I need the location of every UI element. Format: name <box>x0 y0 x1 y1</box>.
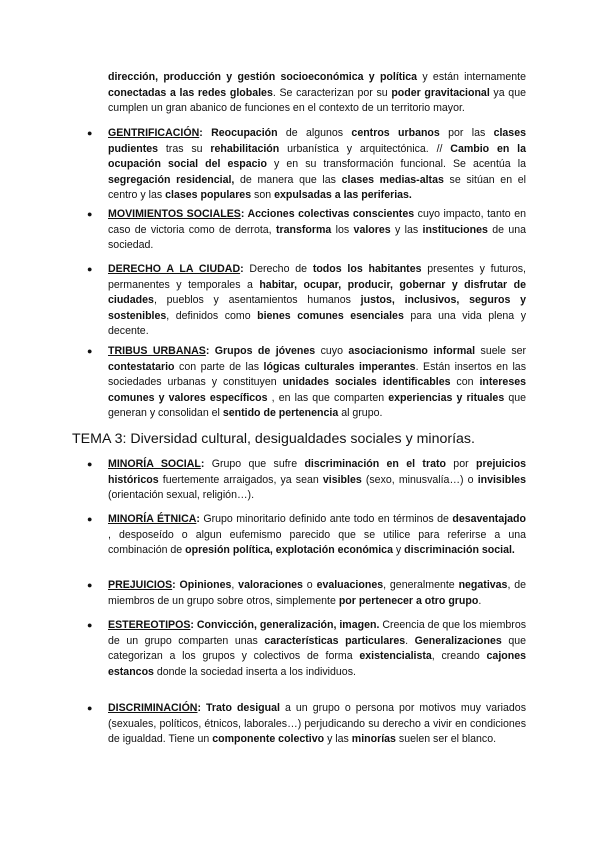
bold-text: conectadas a las redes globales <box>108 86 273 99</box>
body-text: y las <box>324 733 352 746</box>
body-text: , definidos como <box>166 309 258 322</box>
body-text: . Se caracterizan por su <box>272 86 392 99</box>
bullet-icon: ● <box>87 620 93 630</box>
body-text: son <box>251 189 275 202</box>
bold-text: dirección, producción y gestión socioeconómica y política <box>108 71 418 83</box>
bold-text: características particulares <box>264 634 406 647</box>
body-text: Creencia de que los miembros de un grupo comparten unas <box>108 619 527 647</box>
body-text: suele ser <box>475 345 527 357</box>
body-text: Grupo que sufre <box>204 458 305 470</box>
bold-text: : <box>200 458 205 470</box>
bold-text: unidades sociales identificables <box>282 376 451 389</box>
body-text: por las <box>439 127 494 139</box>
bold-text: cajones estancos <box>108 650 526 678</box>
definition-gentrificacion <box>108 126 526 204</box>
definition-term: DISCRIMINACIÓN <box>108 702 198 714</box>
bold-text: experiencias y rituales <box>388 391 505 404</box>
bold-text: minorías <box>351 733 396 746</box>
body-text: con <box>450 376 480 389</box>
body-text: fuertemente arraigados, ya sean <box>158 473 323 486</box>
bold-text: bienes comunes esenciales <box>257 309 404 322</box>
body-text: Derecho de <box>243 263 313 275</box>
body-text: donde la sociedad inserta a los individuos. <box>153 665 356 678</box>
bold-text: desaventajado <box>452 513 526 525</box>
bold-text: discriminación social. <box>404 544 515 557</box>
bold-text: invisibles <box>477 473 526 486</box>
body-text: (sexo, minusvalía…) o <box>361 473 478 486</box>
bullet-icon: ● <box>87 580 93 590</box>
definition-term: PREJUICIOS <box>108 579 173 591</box>
body-text: o <box>302 579 317 591</box>
bullet-icon: ● <box>87 264 93 274</box>
bold-text: prejuicios históricos <box>108 458 527 486</box>
bullet-icon: ● <box>87 703 93 713</box>
bold-text: clases medias-altas <box>341 173 444 186</box>
body-text: y en su transformación funcional. Se acentúa la <box>266 158 526 171</box>
definition-tribus-urbanas <box>108 344 526 422</box>
bold-text: sentido de pertenencia <box>222 407 339 420</box>
body-text: , desposeído o algun eufemismo parecido que se utilice para referirse a una combinación de <box>108 528 526 557</box>
bold-text: transforma <box>275 223 332 236</box>
body-text: cuyo <box>315 345 349 357</box>
bold-text: clases pudientes <box>108 127 526 155</box>
bold-text: rehabilitación <box>210 142 280 155</box>
body-text: , creando <box>431 650 487 663</box>
bold-text: justos, inclusivos, seguros y sostenibles <box>108 294 527 322</box>
bold-text: evaluaciones <box>316 579 384 591</box>
definition-minoria-social <box>108 457 526 504</box>
body-text: presentes y futuros, permanentes y temporales a <box>108 263 526 291</box>
body-text: y las <box>390 223 423 236</box>
body-text: , pueblos y asentamientos humanos <box>153 294 361 307</box>
bold-text: por pertenecer a otro grupo <box>338 594 479 607</box>
bullet-icon: ● <box>87 514 93 524</box>
body-text: al grupo. <box>338 407 383 420</box>
bold-text: : Convicción, generalización, imagen. <box>190 619 380 631</box>
bold-text: Cambio en la ocupación social del espacio <box>108 142 526 171</box>
body-text: y <box>392 544 405 557</box>
bold-text: valoraciones <box>238 579 303 591</box>
body-text: cuyo impacto, tanto en caso de victoria como de derrota, <box>108 208 526 236</box>
bold-text: intereses comunes y valores específicos <box>108 376 526 404</box>
bold-text: : Reocupación <box>199 127 278 139</box>
bold-text: : Grupos de jóvenes <box>205 345 316 357</box>
definition-term: ESTEREOTIPOS <box>108 619 191 631</box>
body-text: y están internamente <box>417 71 526 83</box>
body-text: suelen ser el blanco. <box>395 733 497 746</box>
bold-text: todos los habitantes <box>312 263 422 275</box>
body-text: ya que cumplen un gran abanico de funciones en el contexto de un territorio mayor. <box>108 86 526 115</box>
body-text: , de miembros de un grupo sobre otros, simplemente <box>108 579 527 607</box>
body-text: de manera que las <box>234 173 342 186</box>
body-text: de algunos <box>277 127 352 139</box>
bold-text: expulsadas a las periferias. <box>274 189 412 202</box>
bold-text: poder gravitacional <box>391 86 490 99</box>
bullet-icon: ● <box>87 128 93 138</box>
body-text: que generan y consolidan el <box>108 391 527 420</box>
body-text: tras su <box>158 142 211 155</box>
bold-text: Generalizaciones <box>414 634 502 647</box>
bold-text: : <box>240 263 244 275</box>
definition-term: GENTRIFICACIÓN <box>108 127 200 139</box>
bold-text: : Trato desigual <box>197 702 280 714</box>
bold-text: valores <box>353 223 391 236</box>
body-text: . Están insertos en las sociedades urbanas y constituyen <box>108 360 526 389</box>
bold-text: : Opiniones <box>172 579 232 591</box>
body-text: para una vida plena y decente. <box>108 309 526 338</box>
bold-text: discriminación en el trato <box>304 458 446 470</box>
definition-term: MINORÍA ÉTNICA <box>108 513 197 525</box>
bold-text: componente colectivo <box>212 733 325 746</box>
body-text: , generalmente <box>383 579 459 591</box>
body-text: de una sociedad. <box>108 223 526 252</box>
bold-text: existencialista <box>359 650 432 663</box>
bullet-icon: ● <box>87 459 93 469</box>
bold-text: asociacionismo informal <box>348 345 476 357</box>
body-text: , <box>231 579 239 591</box>
bold-text: centros urbanos <box>351 127 440 139</box>
body-text: . <box>405 634 415 647</box>
bold-text: habitar, ocupar, producir, gobernar y disfrutar de ciudades <box>108 278 526 307</box>
bold-text: lógicas culturales imperantes <box>263 360 416 373</box>
body-text: urbanística y arquitectónica. // <box>279 142 451 155</box>
definition-term: MINORÍA SOCIAL <box>108 458 201 470</box>
intro-paragraph <box>108 70 526 117</box>
bold-text: : Acciones colectivas conscientes <box>240 208 415 220</box>
body-text: los <box>331 223 354 236</box>
section-heading-tema-3: TEMA 3: Diversidad cultural, desigualdades sociales y minorías. <box>72 431 475 447</box>
bold-text: opresión política, explotación económica <box>185 544 393 557</box>
bullet-icon: ● <box>87 346 93 356</box>
definition-term: TRIBUS URBANAS <box>108 345 206 357</box>
body-text: que categorizan a los grupos y colectivos de forma <box>108 634 527 663</box>
definition-movimientos-sociales <box>108 207 526 254</box>
body-text: por <box>445 458 476 470</box>
bold-text: visibles <box>322 473 362 486</box>
body-text: Grupo minoritario definido ante todo en términos de <box>199 513 453 525</box>
bold-text: segregación residencial, <box>108 173 235 186</box>
bold-text: clases populares <box>165 189 252 202</box>
body-text: . <box>478 594 482 607</box>
bold-text: : <box>196 513 200 525</box>
body-text: se sitúan en el centro y las <box>108 173 526 202</box>
bullet-icon: ● <box>87 209 93 219</box>
definition-minoria-etnica <box>108 512 526 559</box>
bold-text: contestatario <box>108 360 175 373</box>
definition-derecho-a-la-ciudad <box>108 262 526 340</box>
body-text: a un grupo o persona por motivos muy variados (sexuales, políticos, étnicos, laborales…) perjudicando su derecho a vivir en condiciones de igualdad. Tiene un <box>108 702 526 746</box>
body-text: , en las que comparten <box>267 391 389 404</box>
bold-text: negativas <box>458 579 508 591</box>
definition-term: DERECHO A LA CIUDAD <box>108 263 241 275</box>
bold-text: instituciones <box>422 223 488 236</box>
definition-term: MOVIMIENTOS SOCIALES <box>108 208 241 220</box>
definition-prejuicios <box>108 578 526 609</box>
definition-discriminacion <box>108 701 526 748</box>
body-text: con parte de las <box>174 360 264 373</box>
body-text: (orientación sexual, religión…). <box>108 489 255 502</box>
definition-estereotipos <box>108 618 526 680</box>
